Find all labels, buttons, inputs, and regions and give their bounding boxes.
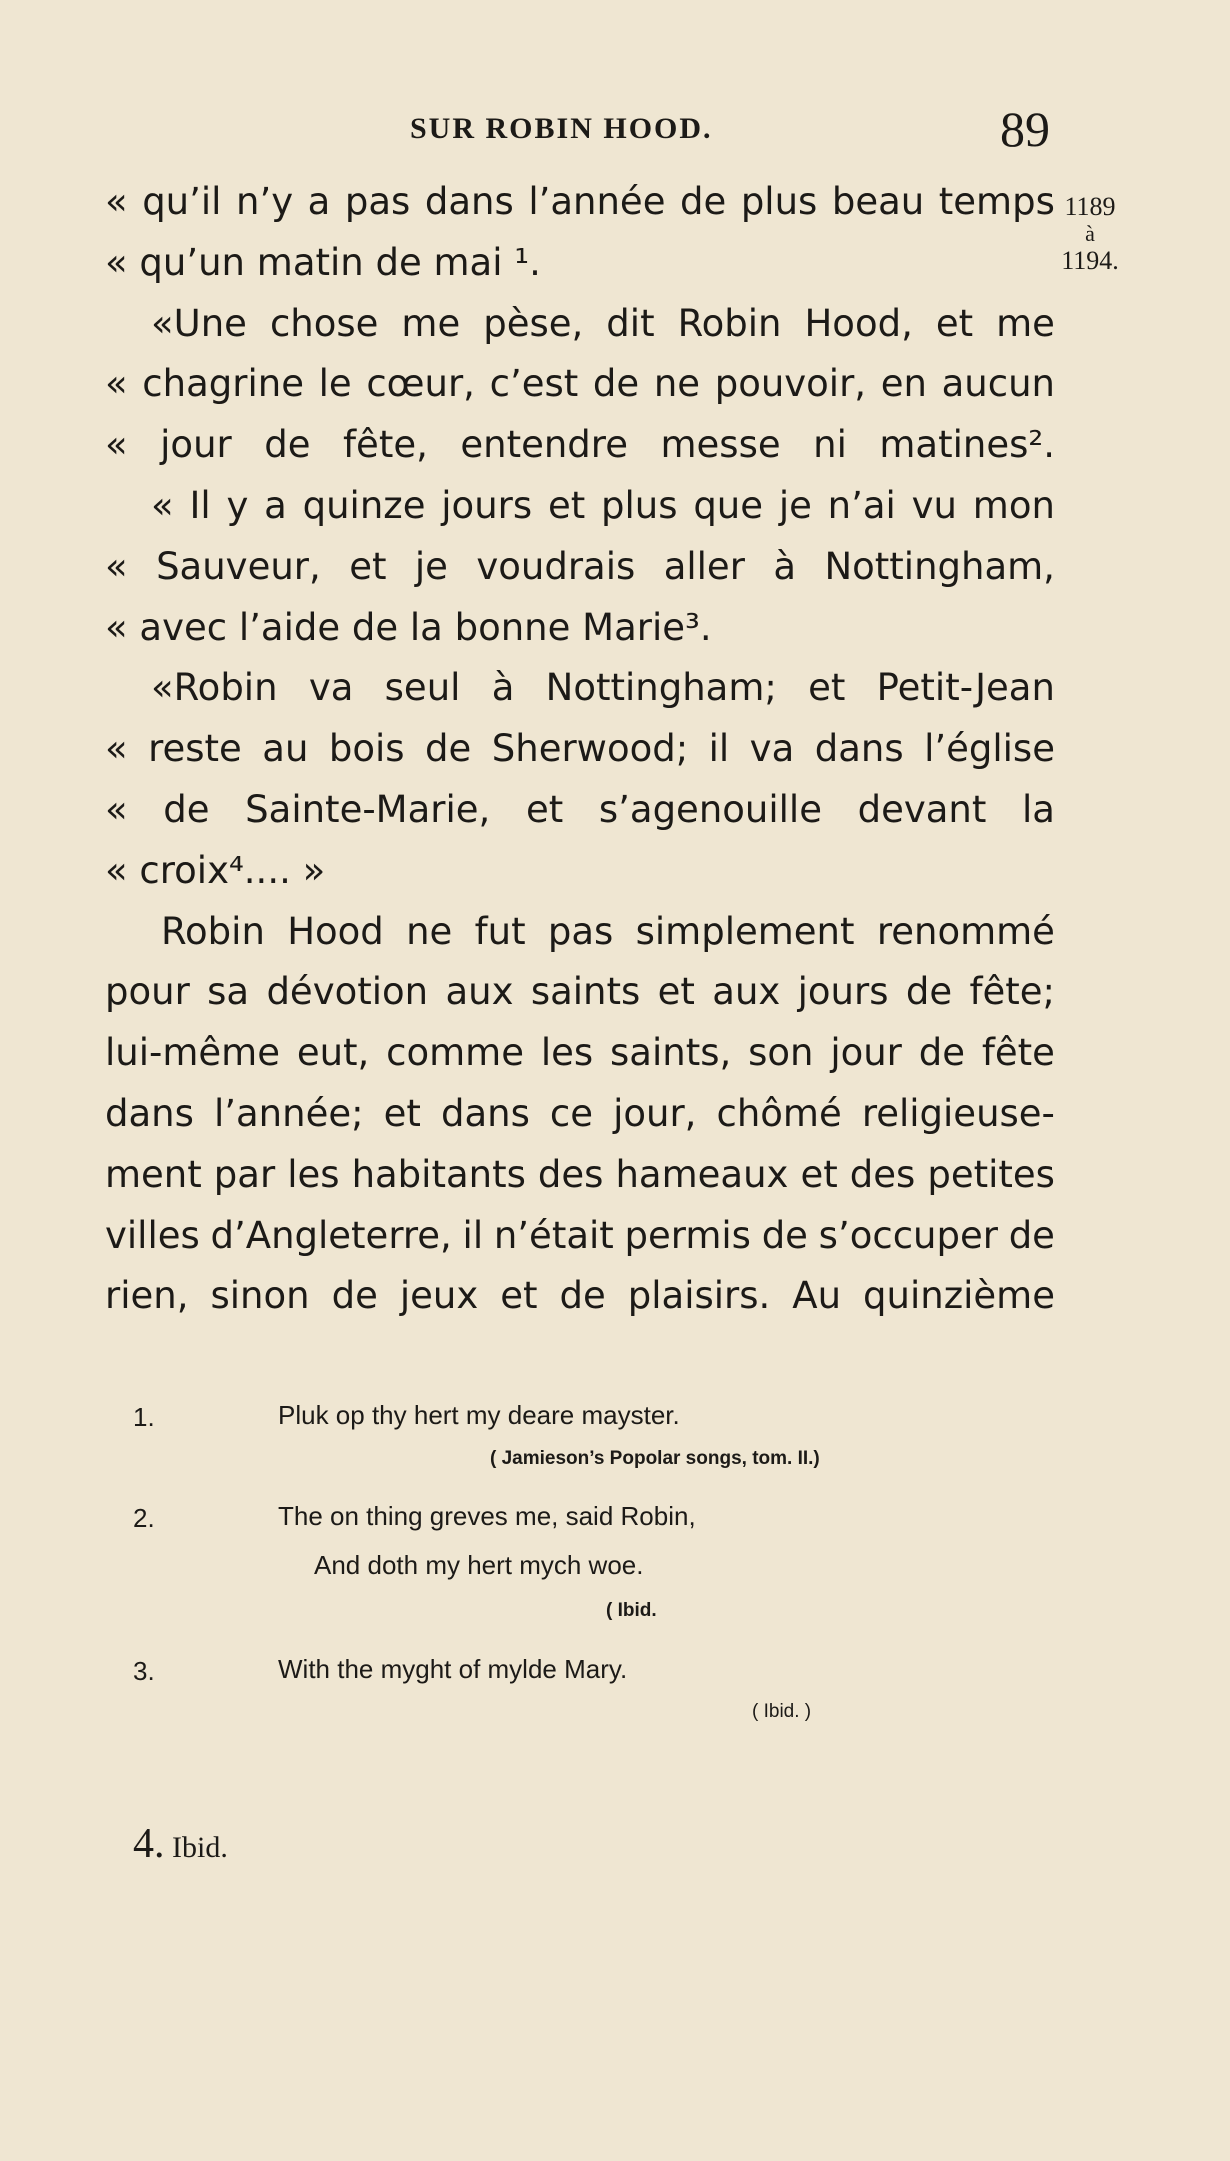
word: pour <box>105 970 190 1014</box>
text-line <box>105 658 1055 719</box>
word: que <box>693 483 764 527</box>
footnote-3-number: 3. <box>133 1656 155 1686</box>
margin-date-to: 1194. <box>1061 246 1119 275</box>
word: dans <box>424 180 514 223</box>
word: comme <box>386 1031 524 1075</box>
word: quinzième <box>863 1274 1055 1318</box>
text-line <box>105 1206 1055 1267</box>
word: à <box>491 666 515 710</box>
word: « <box>105 727 128 771</box>
word: sa <box>207 970 250 1014</box>
word: n’ai <box>827 483 896 527</box>
word: plus <box>601 483 678 527</box>
word: va <box>749 727 795 771</box>
word: fête; <box>969 970 1055 1014</box>
word: je <box>778 483 812 527</box>
word: la <box>1022 787 1055 831</box>
word: Marie³. <box>582 605 712 649</box>
text-line <box>105 719 1055 780</box>
word: le <box>318 362 352 406</box>
text-line <box>105 233 1055 294</box>
footnote-2-line2: And doth my hert mych woe. <box>314 1550 644 1580</box>
word: Robin <box>161 909 265 953</box>
word: temps <box>938 180 1055 223</box>
word: renommé <box>876 909 1055 953</box>
word: dans <box>814 727 904 771</box>
word: devant <box>857 787 987 831</box>
word: chômé <box>716 1091 842 1135</box>
word: fête, <box>343 423 428 467</box>
word: et <box>657 970 695 1014</box>
word: a <box>264 483 287 527</box>
word: des <box>849 1152 916 1196</box>
word: villes <box>105 1213 200 1257</box>
word: Robin <box>677 301 782 345</box>
word: avec <box>139 605 228 649</box>
word: de <box>351 605 399 649</box>
text-line <box>105 902 1055 963</box>
word: croix⁴.... <box>139 848 291 892</box>
footnotes <box>0 1400 1230 2100</box>
word: son <box>748 1031 814 1075</box>
word: d’Angleterre, <box>210 1213 452 1257</box>
word: et <box>800 1152 838 1196</box>
text-line <box>105 1084 1055 1145</box>
word: la <box>409 605 443 649</box>
word: entendre <box>460 423 628 467</box>
word: a <box>307 180 331 223</box>
word: « <box>105 544 128 588</box>
word: ce <box>549 1091 594 1135</box>
text-line <box>105 537 1055 598</box>
text-line <box>105 476 1055 537</box>
word: chagrine <box>142 362 304 406</box>
word: messe <box>660 423 781 467</box>
word: bois <box>328 727 405 771</box>
word: «Une <box>151 301 247 345</box>
word: jour <box>830 1031 902 1075</box>
word: voudrais <box>476 544 636 588</box>
word: bonne <box>454 605 571 649</box>
word: Nottingham, <box>824 544 1055 588</box>
page-number: 89 <box>1000 101 1050 157</box>
word: petites <box>927 1152 1055 1196</box>
word: seul <box>384 666 461 710</box>
word: matines². <box>879 423 1055 467</box>
text-line <box>105 1145 1055 1206</box>
word: n’y <box>236 180 294 223</box>
margin-date-from: 1189 <box>1064 192 1116 221</box>
word: les <box>540 1031 594 1075</box>
word: ni <box>813 423 847 467</box>
text-line <box>105 1023 1055 1084</box>
word: dans <box>440 1091 530 1135</box>
word: qu’un <box>139 240 246 284</box>
word: eut, <box>296 1031 370 1075</box>
word: Hood <box>287 909 384 953</box>
word: il <box>462 1213 484 1257</box>
word: lui-même <box>105 1031 280 1075</box>
word: « <box>151 483 174 527</box>
word: ¹. <box>514 240 541 284</box>
word: Petit-Jean <box>876 666 1055 710</box>
word: les <box>287 1152 340 1196</box>
text-line <box>105 415 1055 476</box>
word: de <box>1008 1213 1055 1257</box>
word: je <box>414 544 448 588</box>
word: pèse, <box>483 301 584 345</box>
text-line <box>105 841 1055 902</box>
word: saints, <box>610 1031 732 1075</box>
word: l’année <box>528 180 666 223</box>
word: matin <box>256 240 364 284</box>
footnote-4 <box>133 1820 228 1868</box>
margin-date <box>1050 192 1130 276</box>
word: et <box>525 787 564 831</box>
word: dévotion <box>266 970 429 1014</box>
word: des <box>537 1152 604 1196</box>
footnote-4-text: Ibid. <box>172 1831 228 1864</box>
footnote-4-number: 4. <box>133 1821 165 1867</box>
text-line <box>105 172 1055 233</box>
word: et <box>547 483 586 527</box>
word: « <box>105 605 128 649</box>
word: de <box>375 240 422 284</box>
word: de <box>761 1213 808 1257</box>
word: mon <box>972 483 1055 527</box>
footnote-2-line1: The on thing greves me, said Robin, <box>278 1501 696 1531</box>
footnote-3-text: With the myght of mylde Mary. <box>278 1654 628 1684</box>
word: Il <box>189 483 211 527</box>
word: y <box>226 483 249 527</box>
word: « <box>105 423 128 467</box>
word: c’est <box>489 362 579 406</box>
word: « <box>105 240 128 284</box>
word: « <box>105 362 128 406</box>
word: et <box>808 666 846 710</box>
word: qu’il <box>142 180 222 223</box>
word: fête <box>981 1031 1055 1075</box>
word: jeux <box>399 1274 479 1318</box>
word: l’église <box>924 727 1055 771</box>
word: et <box>935 301 974 345</box>
word: n’était <box>493 1213 614 1257</box>
word: de <box>680 180 727 223</box>
word: à <box>773 544 797 588</box>
word: pas <box>547 909 614 953</box>
word: saints <box>530 970 641 1014</box>
word: me <box>996 301 1055 345</box>
word: aux <box>712 970 781 1014</box>
word: jour, <box>613 1091 697 1135</box>
word: de <box>905 970 953 1014</box>
word: va <box>308 666 354 710</box>
footnote-1-source: ( Jamieson’s Popolar songs, tom. II.) <box>490 1448 820 1469</box>
text-line <box>105 294 1055 355</box>
word: et <box>383 1091 421 1135</box>
word: « <box>105 848 128 892</box>
word: « <box>105 180 128 223</box>
footnote-1-text: Pluk op thy hert my deare mayster. <box>278 1400 680 1430</box>
margin-date-connector: à <box>1085 221 1095 246</box>
text-line <box>105 354 1055 415</box>
word: en <box>880 362 927 406</box>
word: l’année; <box>213 1091 364 1135</box>
word: me <box>401 301 461 345</box>
word: « <box>105 787 128 831</box>
word: cœur, <box>366 362 475 406</box>
word: reste <box>148 727 242 771</box>
word: Au <box>792 1274 842 1318</box>
text-line <box>105 1266 1055 1327</box>
text-line <box>105 962 1055 1023</box>
footnote-1-number: 1. <box>133 1401 155 1432</box>
word: il <box>708 727 730 771</box>
word: permis <box>624 1213 751 1257</box>
word: plus <box>740 180 818 223</box>
word: vu <box>911 483 957 527</box>
word: l’aide <box>238 605 341 649</box>
word: habitants <box>351 1152 526 1196</box>
word: de <box>559 1274 606 1318</box>
word: aller <box>663 544 745 588</box>
word: Sherwood; <box>491 727 689 771</box>
word: ment <box>105 1152 202 1196</box>
word: de <box>425 727 472 771</box>
word: au <box>262 727 309 771</box>
word: pas <box>344 180 411 223</box>
body-text <box>105 172 1055 1327</box>
footnote-2-number: 2. <box>133 1503 155 1533</box>
word: rien, <box>105 1274 189 1318</box>
word: simplement <box>635 909 855 953</box>
word: jours <box>441 483 533 527</box>
word: «Robin <box>151 666 278 710</box>
footnote-2-source: ( Ibid. <box>606 1600 657 1621</box>
word: s’agenouille <box>598 787 822 831</box>
text-line <box>105 598 1055 659</box>
word: Nottingham; <box>545 666 777 710</box>
word: quinze <box>302 483 426 527</box>
footnote-3-source: ( Ibid. ) <box>752 1701 812 1722</box>
word: plaisirs. <box>627 1274 771 1318</box>
word: de <box>331 1274 378 1318</box>
word: et <box>349 544 387 588</box>
word: Sainte-Marie, <box>245 787 491 831</box>
word: de <box>592 362 640 406</box>
word: jour <box>160 423 232 467</box>
word: aux <box>445 970 514 1014</box>
text-line <box>105 780 1055 841</box>
running-head: SUR ROBIN HOOD. <box>410 112 713 145</box>
word: beau <box>831 180 925 223</box>
word: Sauveur, <box>156 544 321 588</box>
word: hameaux <box>615 1152 789 1196</box>
word: dit <box>606 301 655 345</box>
word: fut <box>474 909 526 953</box>
word: jours <box>797 970 889 1014</box>
word: ne <box>653 362 701 406</box>
word: de <box>918 1031 965 1075</box>
word: ne <box>406 909 453 953</box>
word: et <box>500 1274 538 1318</box>
word: s’occuper <box>818 1213 998 1257</box>
word: de <box>264 423 311 467</box>
word: chose <box>269 301 379 345</box>
word: » <box>302 848 326 892</box>
word: pouvoir, <box>714 362 867 406</box>
word: de <box>163 787 210 831</box>
word: par <box>213 1152 276 1196</box>
word: aucun <box>941 362 1055 406</box>
word: religieuse- <box>861 1091 1055 1135</box>
word: Hood, <box>804 301 913 345</box>
word: sinon <box>210 1274 310 1318</box>
word: dans <box>105 1091 194 1135</box>
word: mai <box>433 240 503 284</box>
